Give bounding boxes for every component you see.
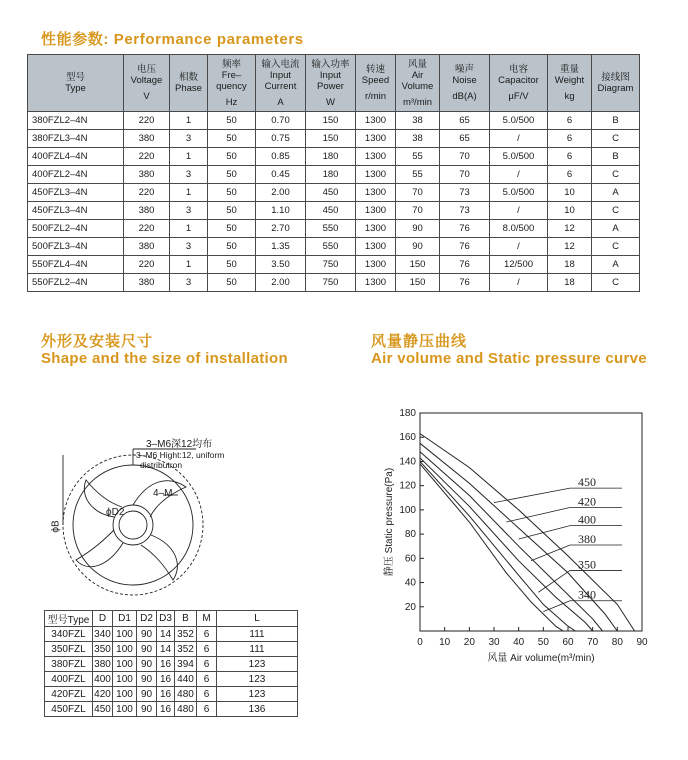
table-cell: 70 [396,202,440,220]
label-b: ϕB [50,520,62,533]
table-cell: 550 [306,220,356,238]
x-tick-label: 70 [587,637,599,648]
header-cn: 输入电流 [261,58,300,70]
series-leader [494,488,570,503]
table-cell: 50 [208,184,256,202]
y-tick-label: 160 [399,432,416,444]
dimension-table [44,610,298,717]
table-cell: 1 [170,184,208,202]
curve-title-en: Air volume and Static pressure curve [371,350,647,367]
table-cell: 65 [440,130,490,148]
dimension-header-cell: M [197,611,217,627]
dimension-header-cell: D1 [113,611,137,627]
header-cn: 输入功率 [311,58,350,70]
table-cell: 340FZL [45,627,93,642]
table-cell: 136 [217,702,298,717]
table-cell: 400FZL [45,672,93,687]
table-cell: 1.10 [256,202,306,220]
table-cell: 2.00 [256,274,306,292]
header-u: m³/min [402,96,433,108]
table-cell: 1300 [356,184,396,202]
table-cell: 3 [170,238,208,256]
performance-body [28,112,640,292]
table-row [28,130,640,148]
table-cell: 1300 [356,238,396,256]
series-line [420,452,603,631]
table-cell: 16 [157,672,175,687]
header-u: Hz [225,96,238,108]
table-cell: 10 [548,202,592,220]
table-cell: 18 [548,256,592,274]
table-cell: 90 [137,642,157,657]
series-leader [519,526,570,539]
table-cell: 70 [440,148,490,166]
table-cell: 111 [217,642,298,657]
series-line [420,461,575,631]
table-cell: 100 [113,702,137,717]
header-en: Input Current [264,69,297,92]
table-cell: B [592,148,640,166]
table-cell: 0.70 [256,112,306,130]
table-cell: 16 [157,657,175,672]
table-cell: C [592,202,640,220]
table-cell: 1300 [356,166,396,184]
table-cell: 50 [208,166,256,184]
header-cn: 型号 [65,72,85,83]
performance-header-row [28,55,640,112]
table-cell: 100 [113,672,137,687]
table-cell: / [490,166,548,184]
table-cell: / [490,274,548,292]
table-cell: 55 [396,148,440,166]
table-row [28,256,640,274]
table-cell: 100 [113,642,137,657]
table-cell: 50 [208,274,256,292]
header-en: Diagram [597,83,634,94]
table-cell: 90 [137,627,157,642]
x-tick-label: 20 [463,637,475,648]
table-cell: 70 [440,166,490,184]
dimension-body [45,627,298,717]
header-en: Phase [175,83,202,94]
table-cell: A [592,220,640,238]
table-cell: 6 [197,627,217,642]
performance-header-cell [490,55,548,112]
curve-title-cn: 风量静压曲线 [371,333,468,350]
dimension-header-cell: B [175,611,197,627]
header-cn: 噪声 [454,64,474,75]
table-cell: 1300 [356,256,396,274]
header-cn: 重量 [559,64,579,75]
table-cell: 1300 [356,130,396,148]
performance-title: 性能参数: Performance parameters [41,31,304,48]
table-cell: 90 [396,220,440,238]
table-cell: 0.85 [256,148,306,166]
table-cell: 180 [306,148,356,166]
table-cell: 440 [175,672,197,687]
series-line [420,434,635,631]
table-cell: 90 [137,672,157,687]
table-cell: 5.0/500 [490,184,548,202]
table-cell: 380FZL [45,657,93,672]
table-cell: 180 [306,166,356,184]
header-cn: 风量 [407,58,427,70]
table-cell: 1300 [356,112,396,130]
dimension-header-cell: D [93,611,113,627]
header-en: Input Power [317,69,344,92]
table-cell: 150 [306,112,356,130]
table-cell: / [490,202,548,220]
series-leader [538,570,570,592]
table-cell: 380 [124,130,170,148]
x-tick-label: 80 [611,637,623,648]
fan-drawing [38,425,308,605]
table-cell: 73 [440,184,490,202]
table-cell: 500FZL3–4N [28,238,124,256]
performance-header-cell [124,55,170,112]
table-cell: 1 [170,256,208,274]
table-cell: 90 [137,657,157,672]
table-cell: 450FZL3–4N [28,202,124,220]
y-tick-label: 140 [399,456,416,468]
table-cell: 1300 [356,220,396,238]
table-row [28,148,640,166]
x-tick-label: 60 [562,637,574,648]
table-cell: 3 [170,202,208,220]
series-leader [506,507,570,522]
table-cell: 3.50 [256,256,306,274]
performance-header-cell [256,55,306,112]
table-cell: 352 [175,627,197,642]
table-cell: 73 [440,202,490,220]
table-cell: 400FZL4–4N [28,148,124,166]
table-cell: 50 [208,112,256,130]
header-cn: 相数 [178,72,198,83]
table-cell: 70 [396,184,440,202]
dimension-header-cell: D3 [157,611,175,627]
dimension-header-cell: D2 [137,611,157,627]
table-cell: 6 [197,702,217,717]
header-en: Fre–quency [216,69,247,92]
y-tick-label: 60 [404,553,416,565]
y-tick-label: 100 [399,504,416,516]
table-cell: 400FZL2–4N [28,166,124,184]
table-cell: 220 [124,184,170,202]
table-cell: 150 [306,130,356,148]
header-u: V [143,91,150,102]
header-cn: 电容 [508,64,528,75]
table-cell: C [592,238,640,256]
table-cell: 2.70 [256,220,306,238]
table-cell: 220 [124,112,170,130]
table-row [45,702,298,717]
table-row [45,672,298,687]
table-cell: 550 [306,238,356,256]
table-cell: 2.00 [256,184,306,202]
table-cell: 50 [208,202,256,220]
table-cell: 350FZL [45,642,93,657]
dimension-header-row [45,611,298,627]
performance-header-cell [170,55,208,112]
table-cell: 352 [175,642,197,657]
table-cell: 450 [306,202,356,220]
table-cell: 100 [113,687,137,702]
table-cell: 38 [396,130,440,148]
label-d2: ϕD2 [106,507,125,518]
table-cell: 220 [124,220,170,238]
table-cell: 10 [548,184,592,202]
header-u: A [277,96,284,108]
series-label: 340 [578,587,596,602]
table-row [45,687,298,702]
table-cell: 6 [197,642,217,657]
header-cn: 电压 [136,64,156,75]
performance-header-cell [356,55,396,112]
table-cell: 400 [94,673,111,685]
table-cell: 6 [548,166,592,184]
table-cell: 3 [170,274,208,292]
table-cell: 100 [113,657,137,672]
table-cell: 3 [170,130,208,148]
table-cell: 380 [94,658,111,670]
table-cell: 6 [197,657,217,672]
y-tick-label: 80 [404,529,416,541]
table-row [28,184,640,202]
performance-table [27,54,640,292]
table-cell: 76 [440,274,490,292]
table-row [45,657,298,672]
table-cell: 55 [396,166,440,184]
table-cell: 340 [94,628,111,640]
table-cell: C [592,166,640,184]
x-axis-label: 风量 Air volume(m³/min) [487,653,595,664]
shape-title-cn: 外形及安装尺寸 [41,333,154,350]
y-tick-label: 180 [399,408,416,419]
table-cell: A [592,256,640,274]
table-cell: 550FZL4–4N [28,256,124,274]
header-cn: 接线图 [601,72,630,83]
performance-header-cell [592,55,640,112]
table-cell: 100 [113,627,137,642]
table-cell: 6 [548,112,592,130]
table-cell: 90 [396,238,440,256]
table-cell: 6 [197,687,217,702]
series-label: 420 [578,494,596,509]
table-row [45,642,298,657]
series-label: 400 [578,512,596,527]
header-u: r/min [364,91,387,102]
header-en: Type [65,83,86,94]
table-cell: 380 [124,274,170,292]
header-u: dB(A) [452,91,477,102]
table-row [28,238,640,256]
table-cell: 420 [94,688,111,700]
performance-header-cell [396,55,440,112]
y-tick-label: 120 [399,480,416,492]
table-cell: 16 [157,687,175,702]
table-cell: 1 [170,148,208,166]
y-tick-label: 40 [404,577,416,589]
table-cell: 220 [124,256,170,274]
table-cell: 8.0/500 [490,220,548,238]
table-cell: 38 [396,112,440,130]
x-tick-label: 30 [488,637,500,648]
series-line [420,458,593,631]
performance-header-cell [306,55,356,112]
series-label: 380 [578,532,596,547]
table-cell: 1300 [356,148,396,166]
y-axis-label: 静压 Static pressure(Pa) [384,467,395,577]
x-tick-label: 90 [636,637,648,648]
shape-title-en: Shape and the size of installation [41,350,288,367]
table-cell: 90 [137,702,157,717]
header-en: Capacitor [498,75,539,86]
table-cell: 6 [548,148,592,166]
table-cell: 76 [440,238,490,256]
header-u: kg [564,91,575,102]
performance-header-cell [28,55,124,112]
table-cell: 750 [306,256,356,274]
table-cell: 6 [197,672,217,687]
table-cell: 90 [137,687,157,702]
table-cell: 380 [124,166,170,184]
table-cell: 14 [157,627,175,642]
series-label: 350 [578,557,596,572]
fan-blade [141,535,177,580]
header-en: Speed [361,75,390,86]
mounting-circle [63,455,203,595]
table-cell: 1300 [356,274,396,292]
table-cell: 1.35 [256,238,306,256]
table-cell: 550FZL2–4N [28,274,124,292]
table-row [28,166,640,184]
holes-label-en2: distributron [140,460,183,470]
table-cell: 111 [217,627,298,642]
table-cell: 450 [306,184,356,202]
table-cell: / [490,238,548,256]
table-cell: 394 [175,657,197,672]
table-cell: 12 [548,238,592,256]
header-en: Air Volume [401,69,434,92]
pressure-curve-chart [368,400,668,670]
table-cell: 123 [217,657,298,672]
table-cell: C [592,130,640,148]
label-4m: 4–M [153,488,173,499]
table-row [28,202,640,220]
table-cell: 5.0/500 [490,112,548,130]
table-cell: / [490,130,548,148]
table-cell: 12 [548,220,592,238]
table-cell: 12/500 [490,256,548,274]
series-label: 450 [578,475,596,490]
header-en: Noise [452,75,477,86]
header-en: Voltage [130,75,163,86]
dimension-header-cell: 型号Type [45,611,93,627]
table-cell: 5.0/500 [490,148,548,166]
table-cell: 0.45 [256,166,306,184]
table-cell: 65 [440,112,490,130]
header-u: μF/V [508,91,529,102]
table-cell: 480 [175,702,197,717]
table-cell: 76 [440,256,490,274]
table-cell: 18 [548,274,592,292]
x-tick-label: 10 [439,637,451,648]
table-cell: 50 [208,148,256,166]
table-cell: 380FZL3–4N [28,130,124,148]
header-cn: 转速 [365,64,385,75]
table-cell: 50 [208,130,256,148]
table-cell: B [592,112,640,130]
x-tick-label: 40 [513,637,525,648]
header-u: W [326,96,335,108]
table-cell: 16 [157,702,175,717]
dimension-header-cell: L [217,611,298,627]
holes-label-en1: 3–M6 Hight:12, uniform [136,450,225,460]
table-row [28,220,640,238]
table-cell: A [592,184,640,202]
table-cell: 380 [124,202,170,220]
table-cell: 380 [124,238,170,256]
table-cell: 50 [208,238,256,256]
table-row [28,112,640,130]
table-cell: 450 [94,703,111,715]
performance-header-cell [440,55,490,112]
holes-label-cn: 3–M6深12均布 [146,439,213,450]
table-cell: 750 [306,274,356,292]
table-cell: 1300 [356,202,396,220]
y-tick-label: 20 [404,601,416,613]
table-cell: 420FZL [45,687,93,702]
table-cell: 6 [548,130,592,148]
table-cell: 3 [170,166,208,184]
table-cell: 123 [217,672,298,687]
table-cell: 150 [396,256,440,274]
table-cell: 380FZL2–4N [28,112,124,130]
table-cell: 50 [208,256,256,274]
table-cell: 500FZL2–4N [28,220,124,238]
table-cell: 76 [440,220,490,238]
table-cell: 1 [170,112,208,130]
table-row [45,627,298,642]
header-en: Weight [554,75,585,86]
table-row [28,274,640,292]
x-tick-label: 50 [537,637,549,648]
table-cell: C [592,274,640,292]
performance-header-cell [208,55,256,112]
table-cell: 14 [157,642,175,657]
table-cell: 123 [217,687,298,702]
x-tick-label: 0 [417,637,423,648]
table-cell: 50 [208,220,256,238]
series-line [420,464,563,631]
table-cell: 220 [124,148,170,166]
table-cell: 450FZL [45,702,93,717]
table-cell: 480 [175,687,197,702]
table-cell: 150 [396,274,440,292]
table-cell: 0.75 [256,130,306,148]
table-cell: 350 [94,643,111,655]
table-cell: 1 [170,220,208,238]
table-cell: 450FZL3–4N [28,184,124,202]
header-cn: 频率 [221,58,241,70]
performance-header-cell [548,55,592,112]
